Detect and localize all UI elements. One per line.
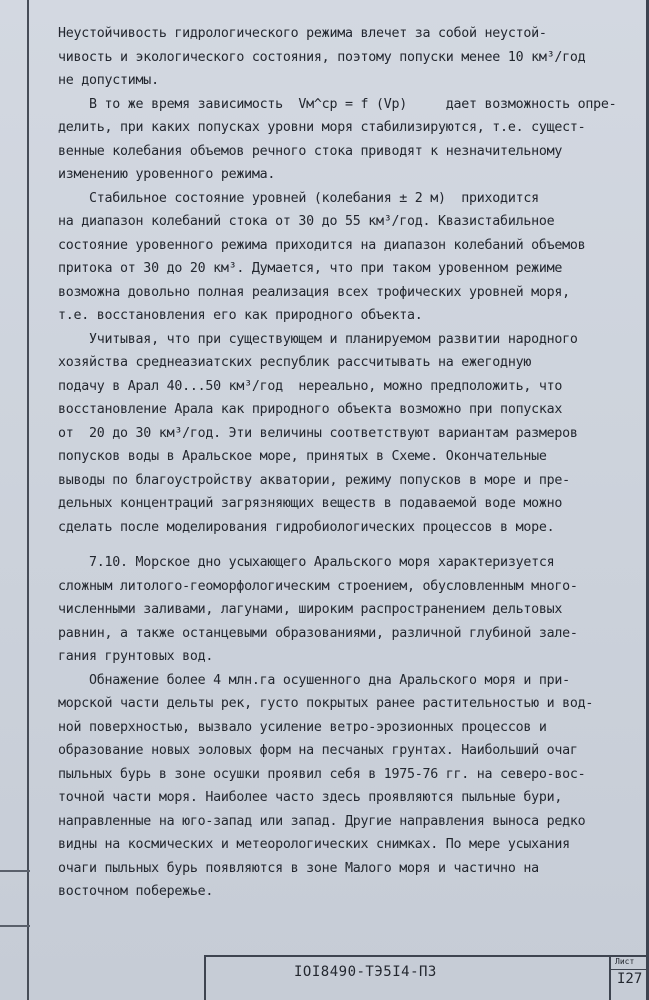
sheet-divider bbox=[611, 969, 649, 970]
text-line: направленные на юго-запад или запад. Другие направления выноса редко bbox=[58, 813, 586, 829]
text-line: чивость и экологического состояния, поэтому попуски менее 10 км³/год bbox=[58, 49, 586, 65]
text-line: дельных концентраций загрязняющих веществ в подаваемой воде можно bbox=[58, 496, 563, 511]
text-line: т.е. восстановления его как природного объекта. bbox=[58, 308, 423, 323]
title-block bbox=[204, 955, 649, 1000]
text-line: подачу в Арал 40...50 км³/год нереально, можно предположить, что bbox=[58, 378, 563, 394]
text-line: возможна довольно полная реализация всех трофических уровней моря, bbox=[58, 284, 570, 300]
paragraph-gap bbox=[58, 539, 628, 551]
text-line: на диапазон колебаний стока от 30 до 55 км³/год. Квазистабильное bbox=[58, 214, 555, 229]
text-line: сложным литолого-геоморфологическим строением, обусловленным много- bbox=[58, 578, 578, 594]
text-line: хозяйства среднеазиатских республик рассчитывать на ежегодную bbox=[58, 355, 532, 370]
text-line: восстановление Арала как природного объекта возможно при попусках bbox=[58, 402, 563, 417]
document-code: IOI8490-ТЭ5I4-ПЗ bbox=[294, 964, 437, 980]
text-line: численными заливами, лагунами, широким распространением дельтовых bbox=[58, 602, 563, 617]
text-line: изменению уровенного режима. bbox=[58, 167, 276, 182]
frame-left-tick bbox=[0, 870, 30, 872]
text-line: точной части моря. Наиболее часто здесь проявляются пыльные бури, bbox=[58, 790, 563, 805]
text-line: морской части дельты рек, густо покрытых ранее растительностью и вод- bbox=[58, 696, 594, 711]
text-line: видны на космических и метеорологических снимках. По мере усыхания bbox=[58, 837, 570, 852]
document-text bbox=[58, 22, 628, 904]
text-line: Неустойчивость гидрологического режима влечет за собой неустой- bbox=[58, 26, 547, 41]
text-line: 7.10. Морское дно усыхающего Аральского моря характеризуется bbox=[58, 555, 555, 570]
text-line: делить, при каких попусках уровни моря стабилизируются, т.е. сущест- bbox=[58, 120, 586, 135]
sheet-number-box bbox=[609, 957, 649, 1000]
text-line: сделать после моделирования гидробиологических процессов в море. bbox=[58, 519, 555, 535]
text-line: не допустимы. bbox=[58, 73, 159, 88]
text-line: пыльных бурь в зоне осушки проявил себя в 1975-76 гг. на северо-вос- bbox=[58, 766, 586, 782]
text-line: равнин, а также останцевыми образованиями, различной глубиной зале- bbox=[58, 625, 578, 641]
sheet-label: Лист bbox=[615, 957, 635, 966]
text-line: Обнажение более 4 млн.га осушенного дна Аральского моря и при- bbox=[58, 672, 570, 688]
text-line: ной поверхностью, вызвало усиление ветро-эрозионных процессов и bbox=[58, 719, 547, 735]
text-line: восточном побережье. bbox=[58, 884, 214, 899]
text-line: В то же время зависимость Vм^ср = f (Vр) дает возможность опре- bbox=[58, 96, 617, 112]
text-line: образование новых эоловых форм на песчаных грунтах. Наибольший очаг bbox=[58, 743, 578, 758]
text-line: гания грунтовых вод. bbox=[58, 649, 214, 664]
text-line: выводы по благоустройству акватории, режиму попусков в море и пре- bbox=[58, 472, 570, 488]
text-line: попусков воды в Аральское море, принятых в Схеме. Окончательные bbox=[58, 449, 547, 464]
text-line: Стабильное состояние уровней (колебания ± 2 м) приходится bbox=[58, 190, 539, 206]
text-line: очаги пыльных бурь появляются в зоне Малого моря и частично на bbox=[58, 860, 539, 876]
text-line: притока от 30 до 20 км³. Думается, что при таком уровенном режиме bbox=[58, 261, 563, 276]
text-line: от 20 до 30 км³/год. Эти величины соответствуют вариантам размеров bbox=[58, 425, 578, 441]
frame-left-border bbox=[27, 0, 29, 1000]
text-line: венные колебания объемов речного стока приводят к незначительному bbox=[58, 143, 563, 159]
sheet-number: I27 bbox=[617, 971, 643, 987]
text-line: Учитывая, что при существующем и планируемом развитии народного bbox=[58, 331, 578, 347]
text-line: состояние уровенного режима приходится на диапазон колебаний объемов bbox=[58, 237, 586, 253]
frame-left-tick bbox=[0, 925, 30, 927]
